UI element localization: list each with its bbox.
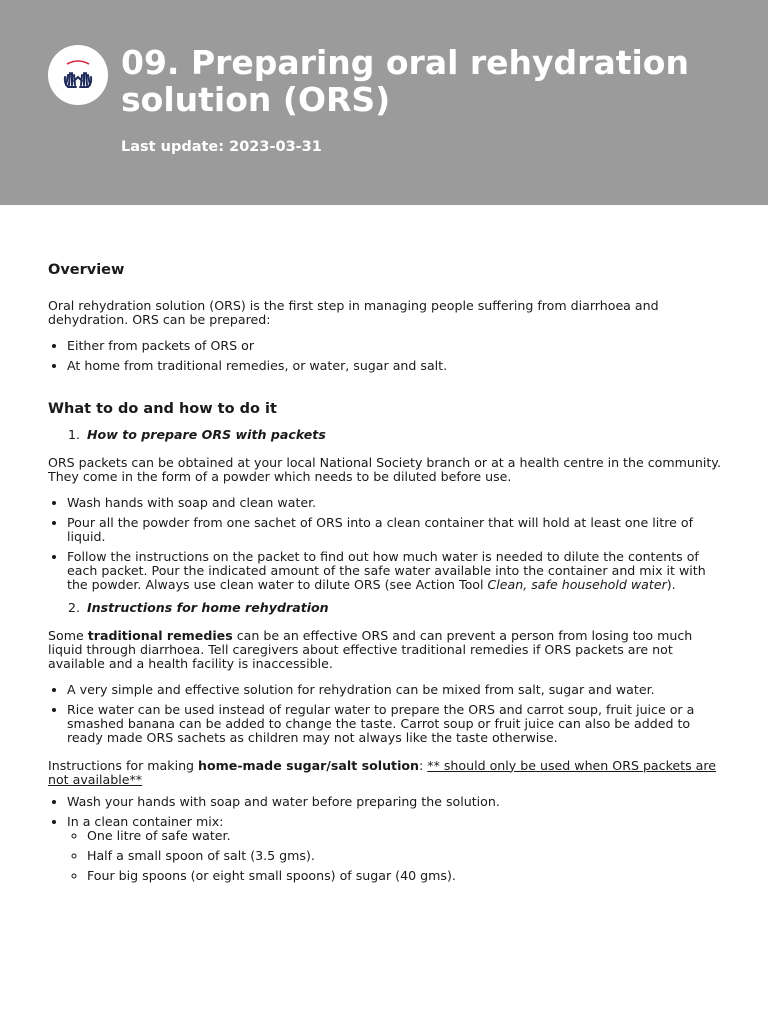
section1-title-text: How to prepare ORS with packets: [87, 427, 326, 443]
section1-number: 1.: [68, 427, 81, 443]
overview-heading: Overview: [48, 262, 125, 278]
bullet3-end: ).: [666, 577, 676, 593]
list-item: ◦ Four big spoons (or eight small spoons) of sugar (40 gms).: [87, 869, 724, 883]
home-made-list: [48, 795, 724, 883]
mix-list: [67, 829, 724, 883]
section2-title: [48, 601, 724, 615]
section2-intro-post: can be an effective ORS and can prevent a person from losing too much liquid through diarrhoea. Tell caregivers about effective traditional remedies if ORS packets are not available and a health facility is inaccessible.: [48, 627, 693, 672]
making-bold: home-made sugar/salt solution: [198, 757, 420, 773]
making-warning: ** should only be used when ORS packets are not available**: [48, 757, 717, 787]
section2-title-text: Instructions for home rehydration: [87, 600, 329, 616]
making-pre: Instructions for making: [48, 757, 199, 773]
traditional-remedies: traditional remedies: [87, 627, 233, 643]
what-to-do-heading: What to do and how to do it: [48, 401, 277, 418]
list-item: • Wash your hands with soap and water before preparing the solution.: [67, 795, 724, 809]
list-item: • Pour all the powder from one sachet of ORS into a clean container that will hold at least one litre of liquid.: [67, 516, 724, 544]
list-item: [67, 550, 724, 593]
section2-intro-pre: Some: [48, 627, 88, 643]
list-item: • At home from traditional remedies, or water, sugar and salt.: [67, 359, 724, 373]
list-item: ◦ Half a small spoon of salt (3.5 gms).: [87, 849, 724, 863]
making-colon: :: [419, 757, 428, 773]
overview-intro: Oral rehydration solution (ORS) is the first step in managing people suffering from diarrhoea and dehydration. ORS can be prepared:: [48, 298, 659, 328]
list-item: [67, 815, 724, 883]
overview-list: [48, 339, 724, 373]
section2-list: [48, 683, 724, 745]
section1-title: [48, 428, 724, 442]
list-item: • Wash hands with soap and clean water.: [67, 496, 724, 510]
hands-logo-graphic: [58, 55, 98, 95]
list-item: • Rice water can be used instead of regular water to prepare the ORS and carrot soup, fruit juice or a smashed banana can be added to change the taste. Carrot soup or fruit juice can also be added to ready made ORS sachets as children may not always like the taste otherwise.: [67, 703, 724, 746]
bullet3-text: Follow the instructions on the packet to find out how much water is needed to dilute the contents of each packet. Pour the indicated amount of the safe water available into the container and mix it with the powder. Always use clean water to dilute ORS (see Action Tool: [67, 548, 706, 593]
page-title: 09. Preparing oral rehydration solution (ORS): [121, 43, 689, 119]
section2-number: 2.: [68, 600, 81, 616]
list-item: • A very simple and effective solution for rehydration can be mixed from salt, sugar and water.: [67, 683, 724, 697]
action-tool-link: Clean, safe household water: [487, 577, 667, 593]
mix-label: In a clean container mix:: [67, 813, 224, 829]
section1-list: [48, 496, 724, 592]
section2-intro: [48, 629, 724, 672]
page-header: [0, 0, 768, 205]
list-item: ◦ One litre of safe water.: [87, 829, 724, 843]
section1-intro: ORS packets can be obtained at your local National Society branch or at a health centre in the community. They come in the form of a powder which needs to be diluted before use.: [48, 454, 721, 484]
content: [48, 255, 724, 889]
hands-icon: [48, 45, 108, 105]
list-item: • Either from packets of ORS or: [67, 339, 724, 353]
last-update: Last update: 2023-03-31: [121, 139, 322, 155]
home-made-instructions: [48, 759, 724, 787]
